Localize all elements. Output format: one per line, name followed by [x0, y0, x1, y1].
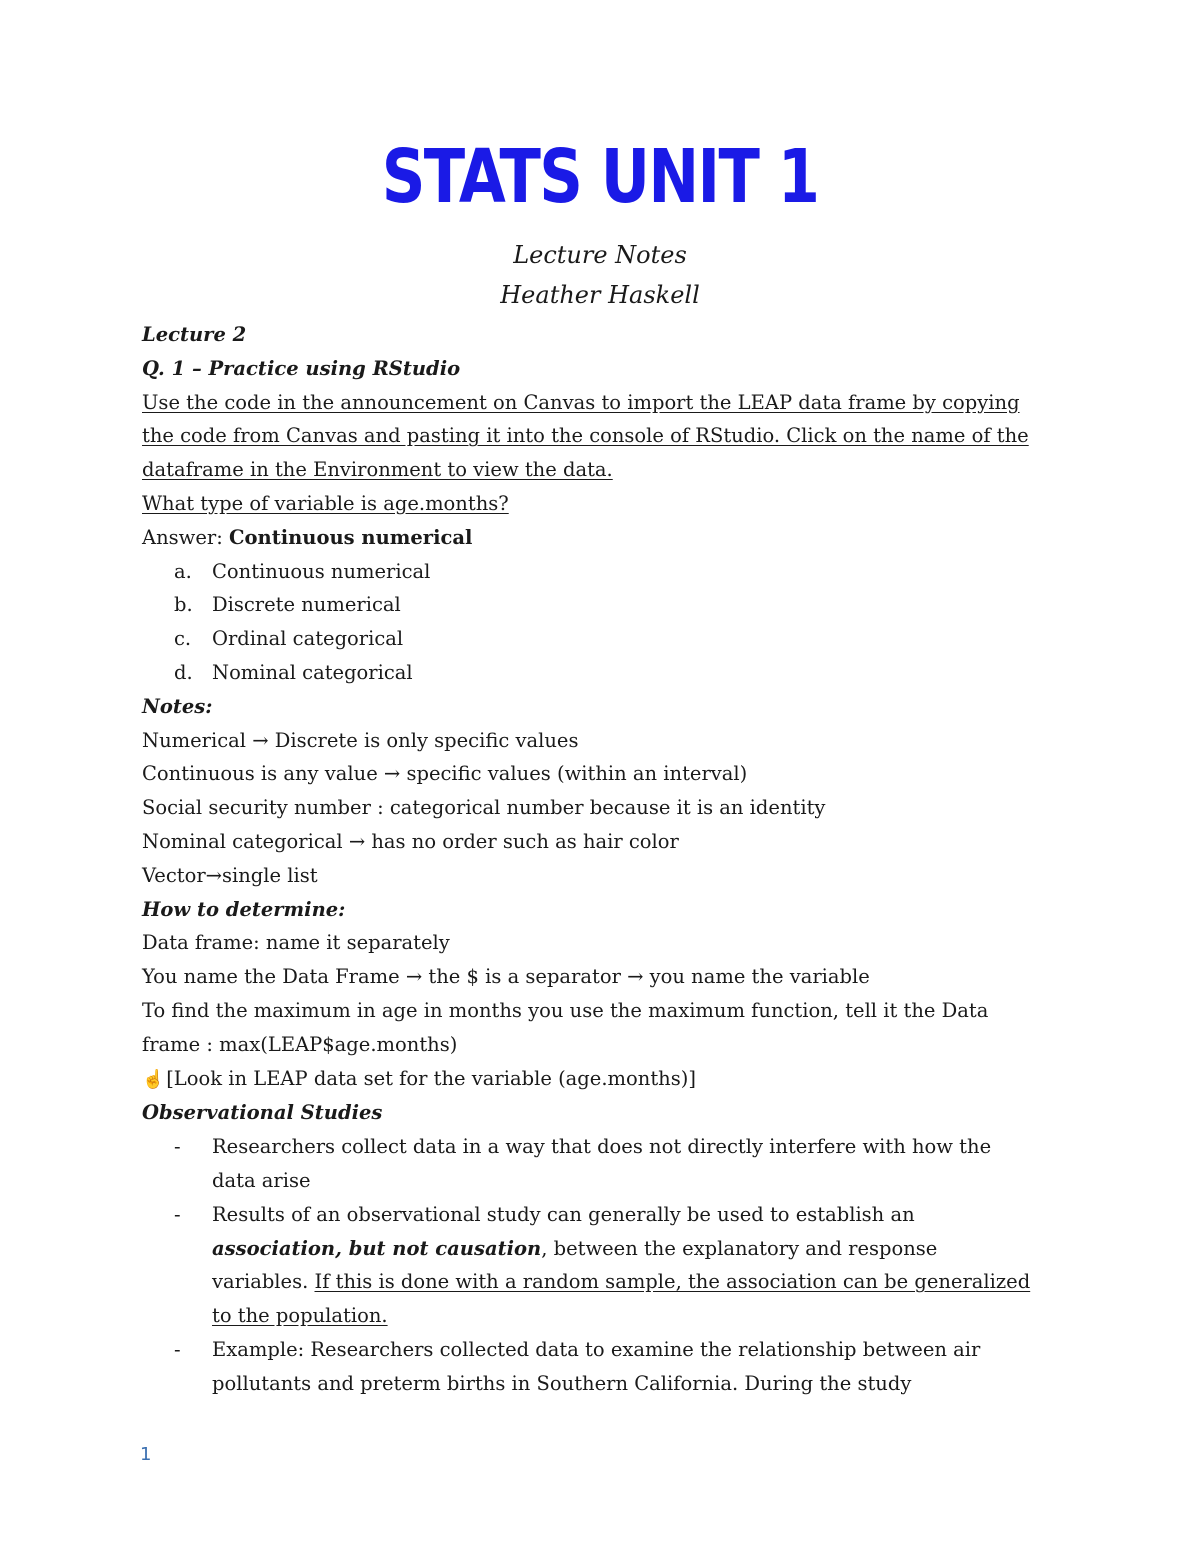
list-item: [142, 1198, 1082, 1333]
answer-label: Answer:: [142, 525, 229, 549]
determine-line: To find the maximum in age in months you use the maximum function, tell it the Data: [142, 998, 989, 1022]
bullet-text: [212, 1198, 1030, 1333]
document-subtitle: Lecture Notes: [513, 241, 687, 269]
question-heading: Q. 1 – Practice using RStudio: [142, 356, 461, 380]
pointing-hand-icon: ☝: [142, 1068, 165, 1090]
list-item: [142, 622, 1082, 656]
instruction-line: the code from Canvas and pasting it into the console of RStudio. Click on the name of the: [142, 424, 1029, 448]
observational-heading: Observational Studies: [142, 1101, 383, 1125]
option-text: Ordinal categorical: [212, 627, 404, 651]
note-line: Vector→single list: [142, 863, 318, 887]
note-line: Continuous is any value → specific values (within an interval): [142, 762, 748, 786]
bullet-marker: -: [174, 1202, 181, 1226]
determine-heading: How to determine:: [142, 897, 346, 921]
list-item: [142, 1333, 1082, 1401]
underlined-text: If this is done with a random sample, the association can be generalized: [314, 1270, 1031, 1294]
bullet-text: [212, 1333, 980, 1401]
bullet-line-rest: , between the explanatory and response: [541, 1236, 938, 1260]
bullet-line: Results of an observational study can generally be used to establish an: [212, 1202, 915, 1226]
bullet-marker: -: [174, 1337, 181, 1361]
bullet-line: data arise: [212, 1168, 311, 1192]
option-marker: d.: [174, 660, 193, 684]
bullet-text: [212, 1130, 991, 1198]
look-note-text: [Look in LEAP data set for the variable (age.months)]: [166, 1066, 696, 1090]
option-text: Discrete numerical: [212, 593, 401, 617]
document-title: STATS UNIT 1: [381, 134, 819, 220]
underlined-text: to the population.: [212, 1304, 388, 1328]
note-line: Nominal categorical → has no order such as hair color: [142, 829, 679, 853]
look-note-line: [142, 1062, 1082, 1097]
answer-value: Continuous numerical: [228, 525, 473, 549]
bullet-line: pollutants and preterm births in Southern California. During the study: [212, 1371, 912, 1395]
answer-line: [142, 521, 1082, 555]
option-marker: b.: [174, 593, 193, 617]
instruction-line: Use the code in the announcement on Canvas to import the LEAP data frame by copying: [142, 390, 1020, 414]
instruction-line: dataframe in the Environment to view the data.: [142, 458, 613, 482]
determine-line: You name the Data Frame → the $ is a separator → you name the variable: [142, 965, 870, 989]
list-item: [142, 555, 1082, 589]
list-item: [142, 588, 1082, 622]
determine-line: frame : max(LEAP$age.months): [142, 1032, 458, 1056]
list-item: [142, 1130, 1082, 1198]
bullet-line: [212, 1232, 1030, 1266]
document-body: [142, 318, 1082, 1401]
question-text: What type of variable is age.months?: [142, 491, 509, 515]
document-author: Heather Haskell: [500, 281, 700, 309]
emphasis-text: association, but not causation: [212, 1236, 542, 1260]
determine-line: Data frame: name it separately: [142, 931, 450, 955]
option-text: Nominal categorical: [212, 660, 413, 684]
bullet-line: Researchers collect data in a way that does not directly interfere with how the: [212, 1135, 992, 1159]
notes-heading: Notes:: [142, 694, 213, 718]
note-line: Numerical → Discrete is only specific values: [142, 728, 579, 752]
bullet-line: Example: Researchers collected data to examine the relationship between air: [212, 1337, 981, 1361]
option-marker: c.: [174, 627, 192, 651]
page-number: 1: [140, 1444, 152, 1465]
option-text: Continuous numerical: [212, 559, 431, 583]
note-line: Social security number : categorical number because it is an identity: [142, 796, 826, 820]
bullet-line: [212, 1265, 1030, 1299]
lecture-heading: Lecture 2: [142, 323, 247, 346]
option-marker: a.: [174, 559, 192, 583]
list-item: [142, 656, 1082, 690]
bullet-line-plain: variables.: [212, 1270, 315, 1294]
bullet-marker: -: [174, 1135, 181, 1159]
